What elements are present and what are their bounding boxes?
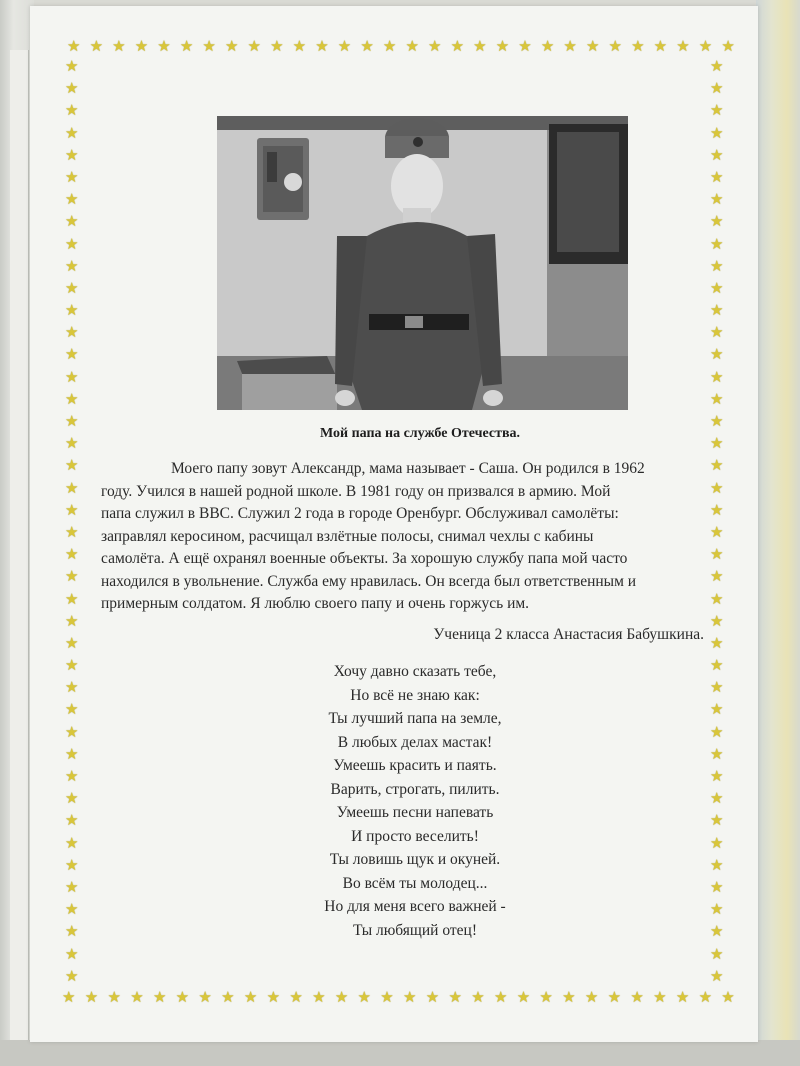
star-border-top <box>67 40 735 55</box>
star-icon: ★ <box>65 835 79 852</box>
star-icon: ★ <box>710 502 724 519</box>
star-icon: ★ <box>710 81 724 98</box>
star-icon: ★ <box>710 613 724 630</box>
star-icon: ★ <box>710 724 724 741</box>
star-icon: ★ <box>710 169 724 186</box>
star-icon: ★ <box>65 524 79 541</box>
star-icon: ★ <box>608 39 622 55</box>
star-icon: ★ <box>721 990 735 1006</box>
star-icon: ★ <box>653 990 667 1006</box>
star-icon: ★ <box>65 946 79 963</box>
star-icon: ★ <box>266 990 281 1006</box>
star-icon: ★ <box>107 990 121 1006</box>
star-icon: ★ <box>518 39 532 55</box>
star-icon: ★ <box>65 369 79 386</box>
star-icon: ★ <box>65 591 79 608</box>
star-icon: ★ <box>65 192 79 209</box>
star-icon: ★ <box>65 791 79 808</box>
star-icon: ★ <box>563 39 577 55</box>
star-icon: ★ <box>65 169 79 186</box>
star-icon: ★ <box>65 658 79 675</box>
background-bottom <box>0 1040 800 1066</box>
star-icon: ★ <box>710 946 724 963</box>
poem-line: Во всём ты молодец... <box>342 874 488 892</box>
star-icon: ★ <box>65 635 79 652</box>
star-icon: ★ <box>65 613 79 630</box>
star-icon: ★ <box>721 39 735 55</box>
star-icon: ★ <box>152 990 167 1006</box>
star-icon: ★ <box>65 303 79 320</box>
star-border-bottom <box>62 991 735 1006</box>
star-icon: ★ <box>157 39 171 55</box>
star-icon: ★ <box>710 569 724 586</box>
poem-line: Ты ловишь щук и окуней. <box>329 851 501 868</box>
star-icon: ★ <box>65 391 79 408</box>
star-icon: ★ <box>221 990 235 1006</box>
star-icon: ★ <box>65 125 79 142</box>
star-icon: ★ <box>710 480 724 497</box>
star-icon: ★ <box>65 81 79 98</box>
poem-line: Ты любящий отец! <box>353 921 477 939</box>
star-icon: ★ <box>334 990 349 1006</box>
star-icon: ★ <box>380 990 394 1006</box>
star-icon: ★ <box>710 458 724 475</box>
star-icon: ★ <box>698 39 713 55</box>
star-icon: ★ <box>243 990 258 1006</box>
star-icon: ★ <box>360 39 374 55</box>
star-icon: ★ <box>540 39 555 55</box>
background-right <box>756 0 800 1066</box>
star-icon: ★ <box>382 39 397 55</box>
star-icon: ★ <box>710 591 724 608</box>
star-icon: ★ <box>65 746 79 763</box>
star-icon: ★ <box>585 39 600 55</box>
star-icon: ★ <box>65 902 79 919</box>
paragraph-line: папа служил в ВВС. Служил 2 года в городе Оренбург. Обслуживал самолёты: <box>101 505 619 522</box>
star-icon: ★ <box>67 39 81 55</box>
star-icon: ★ <box>675 990 690 1006</box>
star-icon: ★ <box>710 791 724 808</box>
star-icon: ★ <box>202 39 216 55</box>
star-icon: ★ <box>247 39 261 55</box>
star-icon: ★ <box>65 813 79 830</box>
star-icon: ★ <box>312 990 326 1006</box>
star-icon: ★ <box>65 968 79 985</box>
star-icon: ★ <box>473 39 487 55</box>
poem-line: Но для меня всего важней - <box>324 898 506 915</box>
star-icon: ★ <box>315 39 329 55</box>
star-icon: ★ <box>65 414 79 430</box>
star-icon: ★ <box>710 347 724 364</box>
star-icon: ★ <box>710 680 724 697</box>
star-icon: ★ <box>65 547 79 564</box>
star-icon: ★ <box>631 39 645 55</box>
star-icon: ★ <box>65 879 79 896</box>
poem-line: В любых делах мастак! <box>337 733 493 751</box>
star-icon: ★ <box>630 990 644 1006</box>
poem-line: Ты лучший папа на земле, <box>328 710 502 727</box>
star-border-right <box>710 60 723 985</box>
star-icon: ★ <box>710 369 724 386</box>
star-icon: ★ <box>65 325 79 342</box>
star-icon: ★ <box>175 990 190 1006</box>
star-icon: ★ <box>710 658 724 675</box>
star-icon: ★ <box>65 480 79 497</box>
star-icon: ★ <box>65 147 79 164</box>
poem-line: И просто веселить! <box>351 827 479 845</box>
star-icon: ★ <box>179 39 194 55</box>
star-icon: ★ <box>710 59 724 75</box>
star-icon: ★ <box>698 990 713 1006</box>
soldier-photo <box>217 116 628 410</box>
star-icon: ★ <box>710 280 724 297</box>
star-icon: ★ <box>653 39 668 55</box>
star-icon: ★ <box>134 39 149 55</box>
star-icon: ★ <box>607 990 622 1006</box>
star-icon: ★ <box>710 125 724 142</box>
star-icon: ★ <box>710 924 724 941</box>
poem-line: Но всё не знаю как: <box>350 686 480 704</box>
star-icon: ★ <box>710 835 724 852</box>
adjacent-sheet-edge <box>10 50 29 1040</box>
star-icon: ★ <box>112 39 126 55</box>
star-icon: ★ <box>450 39 465 55</box>
star-icon: ★ <box>65 924 79 941</box>
paragraph-line: находился в увольнение. Служба ему нравилась. Он всегда был ответственным и <box>101 572 637 590</box>
star-icon: ★ <box>425 990 440 1006</box>
star-icon: ★ <box>710 746 724 763</box>
star-icon: ★ <box>710 214 724 231</box>
star-icon: ★ <box>65 502 79 519</box>
star-icon: ★ <box>65 680 79 697</box>
star-icon: ★ <box>198 990 212 1006</box>
story-paragraph <box>101 458 704 616</box>
star-icon: ★ <box>65 258 79 275</box>
paragraph-line: заправлял керосином, расчищал взлётные полосы, снимал чехлы с кабины <box>101 527 594 545</box>
star-icon: ★ <box>65 347 79 364</box>
star-icon: ★ <box>562 990 576 1006</box>
document-title: Мой папа на службе Отечества. <box>319 426 521 441</box>
star-icon: ★ <box>710 192 724 209</box>
star-icon: ★ <box>539 990 553 1006</box>
star-icon: ★ <box>495 39 510 55</box>
star-icon: ★ <box>89 39 104 55</box>
poem-line: Хочу давно сказать тебе, <box>333 663 497 680</box>
star-icon: ★ <box>403 990 417 1006</box>
paragraph-line: самолёта. А ещё охранял военные объекты. За хорошую службу папа мой часто <box>101 550 628 567</box>
star-icon: ★ <box>65 280 79 297</box>
star-icon: ★ <box>493 990 508 1006</box>
star-icon: ★ <box>62 990 76 1006</box>
paragraph-line: Моего папу зовут Александр, мама называет - Саша. Он родился в 1962 <box>171 460 645 477</box>
star-icon: ★ <box>65 59 79 75</box>
star-icon: ★ <box>710 258 724 275</box>
star-icon: ★ <box>65 724 79 741</box>
star-icon: ★ <box>710 391 724 408</box>
star-icon: ★ <box>65 769 79 785</box>
star-icon: ★ <box>710 103 724 120</box>
star-icon: ★ <box>710 635 724 652</box>
star-icon: ★ <box>65 702 79 719</box>
star-icon: ★ <box>471 990 485 1006</box>
poem-line: Варить, строгать, пилить. <box>330 780 500 798</box>
paragraph-line: году. Учился в нашей родной школе. В 1981 году он призвался в армию. Мой <box>101 482 611 500</box>
star-icon: ★ <box>710 547 724 564</box>
paragraph-line: примерным солдатом. Я люблю своего папу и очень горжусь им. <box>101 595 530 612</box>
star-icon: ★ <box>710 857 724 874</box>
star-icon: ★ <box>224 39 239 55</box>
star-icon: ★ <box>65 103 79 120</box>
star-icon: ★ <box>710 702 724 719</box>
poem <box>250 660 580 942</box>
poem-line: Умеешь красить и паять. <box>333 757 497 774</box>
star-icon: ★ <box>357 990 371 1006</box>
star-icon: ★ <box>710 769 724 785</box>
author-signature: Ученица 2 класса Анастасия Бабушкина. <box>433 626 704 643</box>
star-icon: ★ <box>65 458 79 475</box>
star-icon: ★ <box>270 39 284 55</box>
star-icon: ★ <box>516 990 531 1006</box>
star-icon: ★ <box>130 990 144 1006</box>
star-icon: ★ <box>428 39 442 55</box>
star-icon: ★ <box>710 902 724 919</box>
star-icon: ★ <box>710 303 724 320</box>
star-icon: ★ <box>676 39 690 55</box>
star-icon: ★ <box>292 39 307 55</box>
background-left <box>0 0 34 1066</box>
star-icon: ★ <box>84 990 99 1006</box>
star-icon: ★ <box>65 857 79 874</box>
star-icon: ★ <box>710 436 724 453</box>
star-icon: ★ <box>710 968 724 985</box>
star-icon: ★ <box>65 569 79 586</box>
star-icon: ★ <box>710 414 724 430</box>
star-icon: ★ <box>289 990 303 1006</box>
star-icon: ★ <box>337 39 352 55</box>
star-icon: ★ <box>405 39 419 55</box>
star-icon: ★ <box>65 236 79 253</box>
star-icon: ★ <box>710 879 724 896</box>
star-icon: ★ <box>710 524 724 541</box>
poem-line: Умеешь песни напевать <box>336 804 494 821</box>
star-icon: ★ <box>710 813 724 830</box>
star-border-left <box>65 60 78 985</box>
star-icon: ★ <box>584 990 599 1006</box>
star-icon: ★ <box>710 147 724 164</box>
star-icon: ★ <box>448 990 462 1006</box>
star-icon: ★ <box>710 236 724 253</box>
star-icon: ★ <box>65 436 79 453</box>
star-icon: ★ <box>710 325 724 342</box>
star-icon: ★ <box>65 214 79 231</box>
